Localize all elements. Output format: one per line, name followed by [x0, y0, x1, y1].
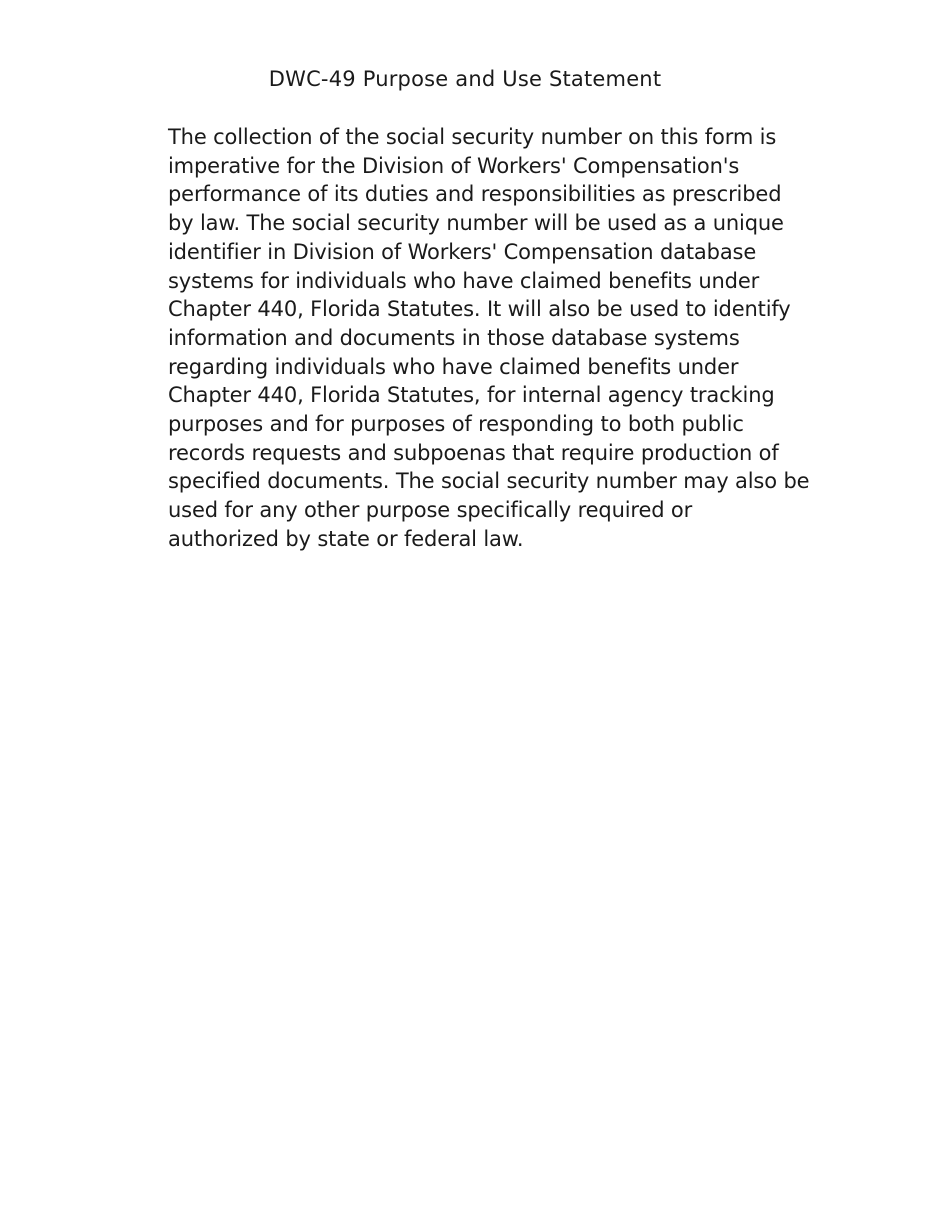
statement-line: performance of its duties and responsibilities as prescribed [168, 182, 782, 207]
statement-line: information and documents in those database systems [168, 325, 740, 350]
statement-line: authorized by state or federal law. [168, 526, 524, 551]
statement-line: imperative for the Division of Workers' Compensation's [168, 153, 740, 178]
statement-line: specified documents. The social security number may also be [168, 469, 810, 494]
statement-line: purposes and for purposes of responding to both public [168, 412, 744, 437]
document-title: DWC-49 Purpose and Use Statement [268, 67, 662, 91]
statement-body [168, 123, 810, 554]
statement-line: The collection of the social security number on this form is [168, 125, 777, 149]
statement-line: Chapter 440, Florida Statutes. It will also be used to identify [168, 297, 791, 322]
statement-line: identifier in Division of Workers' Compensation database [168, 239, 757, 264]
statement-line: records requests and subpoenas that require production of [168, 440, 779, 465]
statement-line: Chapter 440, Florida Statutes, for internal agency tracking [168, 383, 775, 408]
statement-line: used for any other purpose specifically required or [168, 498, 693, 523]
statement-line: by law. The social security number will be used as a unique [168, 211, 784, 236]
statement-line: systems for individuals who have claimed benefits under [168, 268, 760, 293]
statement-line: regarding individuals who have claimed benefits under [168, 354, 739, 379]
